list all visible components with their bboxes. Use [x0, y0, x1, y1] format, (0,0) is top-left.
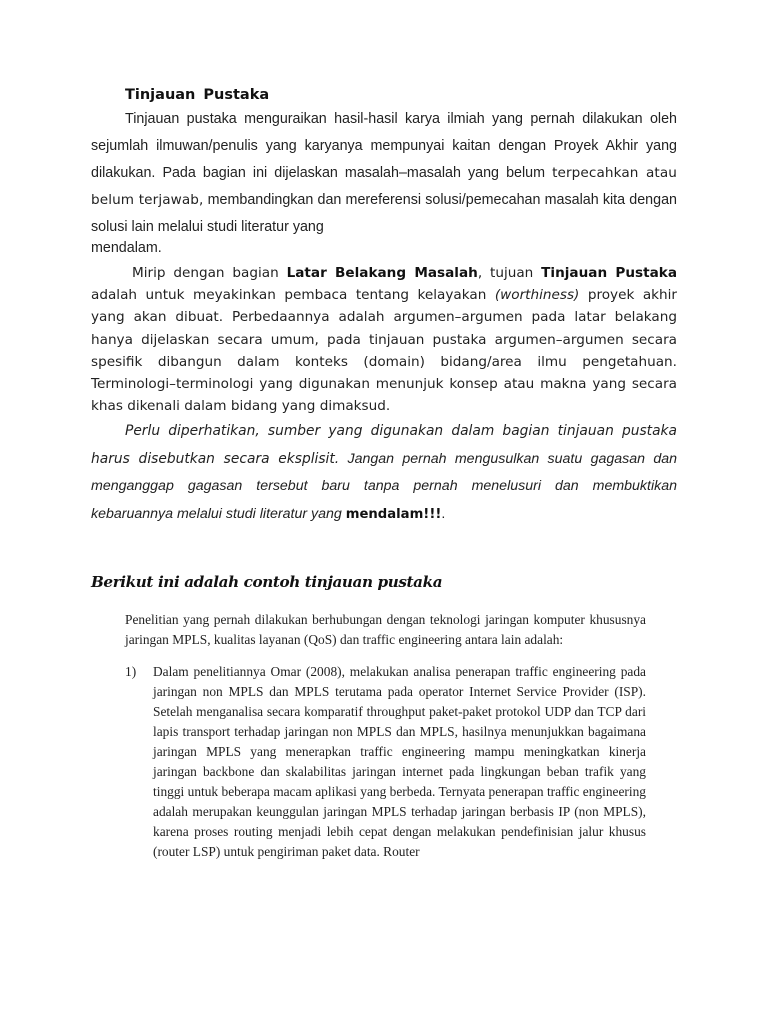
intro-text-2: membandingkan dan mereferensi solusi/pemecahan masalah kita dengan solusi lain melalui studi literatur yang — [91, 192, 677, 235]
purpose-bold-latar: Latar Belakang Masalah — [286, 265, 478, 281]
intro-text-dv: terpecahkan atau belum terjawab, — [91, 165, 677, 208]
list-item-number: 1) — [125, 664, 137, 679]
purpose-text-1: Mirip dengan bagian — [132, 265, 287, 281]
example-heading: Berikut ini adalah contoh tinjauan pustaka — [91, 573, 443, 591]
purpose-text-2: , tujuan — [477, 265, 542, 281]
example-section — [91, 570, 646, 862]
list-item-text: Dalam penelitiannya Omar (2008), melakukan analisa penerapan traffic engineering pada jaringan non MPLS dan MPLS terutama pada operator Internet Service Provider (ISP). Setelah menganalisa secara komparatif throughput paket-paket protokol UDP dan TCP dari lapis transport terhadap jaringan non MPLS dan MPLS, hasilnya menunjukkan bagaimana jaringan MPLS yang menerapkan traffic engineering mampu meningkatkan kinerja jaringan backbone dan skalabilitas jaringan internet pada lingkungan beban trafik yang tinggi untuk beberapa macam aplikasi yang berbeda. Ternyata penerapan traffic engineering adalah merupakan keunggulan jaringan MPLS terhadap jaringan berbasis IP (non MPLS), karena proses routing menjadi lebih cepat dengan melakukan pendefinisian jalur khusus (router LSP) untuk pengiriman paket data. Router — [153, 664, 646, 859]
literature-review-section — [91, 84, 677, 528]
note-end: . — [441, 505, 446, 522]
purpose-bold-tinjauan: Tinjauan Pustaka — [541, 265, 678, 281]
purpose-italic-worthiness: (worthiness) — [494, 287, 580, 304]
purpose-text-3: adalah untuk meyakinkan pembaca tentang kelayakan — [91, 287, 495, 304]
intro-text-1: Tinjauan pustaka menguraikan hasil-hasil karya ilmiah yang pernah dilakukan oleh sejumlah ilmuwan/penulis yang karyanya mempunyai kaitan dengan Proyek Akhir yang dilakukan. Pada bagian ini dijelaskan masalah–masalah yang belum — [91, 111, 677, 181]
section-title: Tinjauan Pustaka — [125, 87, 270, 103]
note-bold-mendalam: mendalam!!! — [345, 506, 442, 522]
intro-paragraph-end: mendalam. — [91, 240, 162, 256]
purpose-paragraph — [91, 262, 677, 417]
example-list — [125, 662, 646, 862]
intro-paragraph — [91, 106, 677, 241]
note-italic-2: Jangan pernah mengusulkan suatu gagasan dan menganggap gagasan tersebut baru tanpa pernah menelusuri dan membuktikan kebaruannya melalui studi literatur yang — [91, 450, 677, 522]
purpose-text-4: proyek akhir yang akan dibuat. Perbedaannya adalah argumen–argumen pada latar belakang hanya dijelaskan secara umum, pada tinjauan pustaka argumen–argumen secara spesifik dibangun dalam konteks (domain) bidang/area ilmu pengetahuan. Terminologi–terminologi yang digunakan menunjuk konsep atau makna yang secara khas dikenali dalam bidang yang dimaksud. — [91, 287, 677, 415]
note-paragraph — [91, 418, 677, 528]
note-italic-1: Perlu diperhatikan, sumber yang digunakan dalam bagian tinjauan pustaka harus disebutkan secara eksplisit. — [91, 423, 677, 467]
list-item — [125, 662, 646, 862]
example-intro-paragraph: Penelitian yang pernah dilakukan berhubungan dengan teknologi jaringan komputer khususnya jaringan MPLS, kualitas layanan (QoS) dan traffic engineering antara lain adalah: — [125, 612, 646, 647]
